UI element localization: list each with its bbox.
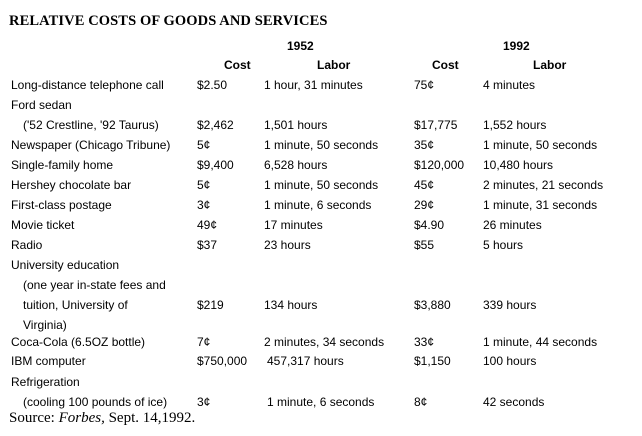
cost-1992-cell: 33¢ [414,335,435,349]
labor-1952-cell: 134 hours [264,298,318,312]
cost-1952-cell: 3¢ [197,198,211,212]
item-cell: Single-family home [11,158,114,172]
labor-1992-cell: 1,552 hours [483,118,547,132]
cost-1992-cell: $55 [414,238,435,252]
item-cell: Long-distance telephone call [11,78,164,92]
labor-1992-cell: 1 minute, 44 seconds [483,335,598,349]
labor-1952-cell: 1,501 hours [264,118,328,132]
cost-1952-cell: $2.50 [197,78,228,92]
labor-1952-cell: 1 hour, 31 minutes [264,78,363,92]
labor-1992-cell: 2 minutes, 21 seconds [483,178,604,192]
source-publication: Forbes, [58,410,105,426]
item-cell: Movie ticket [11,218,75,232]
cost-1952-cell: 5¢ [197,138,211,152]
year-1992-header: 1992 [503,39,530,53]
cost-1952-cell: $219 [197,298,224,312]
labor-1992-cell: 42 seconds [483,395,545,409]
item-cell: Radio [11,238,43,252]
cost-1992-header: Cost [432,58,459,72]
labor-1952-cell: 457,317 hours [267,354,344,368]
labor-1952-cell: 6,528 hours [264,158,328,172]
cost-1952-cell: $2,462 [197,118,234,132]
item-cell: (cooling 100 pounds of ice) [23,395,168,409]
labor-1952-cell: 2 minutes, 34 seconds [264,335,385,349]
labor-1992-cell: 5 hours [483,238,524,252]
source-date: Sept. 14,1992. [104,410,196,426]
cost-1992-cell: $3,880 [414,298,451,312]
cost-1992-cell: $4.90 [414,218,445,232]
item-cell: Newspaper (Chicago Tribune) [11,138,171,152]
labor-1992-cell: 10,480 hours [483,158,554,172]
cost-1992-cell: 29¢ [414,198,435,212]
cost-1952-cell: $9,400 [197,158,234,172]
labor-1992-cell: 26 minutes [483,218,542,232]
labor-1992-cell: 4 minutes [483,78,536,92]
labor-1952-cell: 23 hours [264,238,311,252]
cost-1952-cell: 3¢ [197,395,211,409]
item-cell: Virginia) [23,318,67,332]
labor-1992-cell: 1 minute, 50 seconds [483,138,598,152]
cost-1952-cell: 5¢ [197,178,211,192]
source-prefix: Source: [9,410,59,426]
cost-1992-cell: $120,000 [414,158,465,172]
page-title: RELATIVE COSTS OF GOODS AND SERVICES [9,13,328,29]
labor-1992-cell: 339 hours [483,298,537,312]
item-cell: Coca-Cola (6.5OZ bottle) [11,335,146,349]
item-cell: First-class postage [11,198,112,212]
cost-1952-cell: $37 [197,238,218,252]
item-cell: ('52 Crestline, '92 Taurus) [23,118,159,132]
cost-1992-cell: 75¢ [414,78,435,92]
cost-1952-header: Cost [224,58,251,72]
item-cell: Ford sedan [11,98,72,112]
labor-1952-cell: 1 minute, 50 seconds [264,138,379,152]
cost-1952-cell: 7¢ [197,335,211,349]
labor-1952-cell: 1 minute, 6 seconds [264,198,372,212]
labor-1992-header: Labor [533,58,567,72]
cost-1992-cell: 8¢ [414,395,428,409]
item-cell: tuition, University of [23,298,128,312]
cost-1952-cell: 49¢ [197,218,218,232]
cost-1992-cell: $1,150 [414,354,451,368]
cost-1992-cell: 45¢ [414,178,435,192]
source-citation [9,410,195,427]
labor-1992-cell: 1 minute, 31 seconds [483,198,598,212]
item-cell: University education [11,258,120,272]
labor-1992-cell: 100 hours [483,354,537,368]
labor-1952-cell: 17 minutes [264,218,323,232]
cost-1952-cell: $750,000 [197,354,248,368]
item-cell: (one year in-state fees and [23,278,166,292]
item-cell: Hershey chocolate bar [11,178,132,192]
labor-1952-cell: 1 minute, 50 seconds [264,178,379,192]
year-1952-header: 1952 [287,39,314,53]
item-cell: Refrigeration [11,375,80,389]
cost-1992-cell: $17,775 [414,118,458,132]
labor-1952-header: Labor [317,58,351,72]
cost-1992-cell: 35¢ [414,138,435,152]
labor-1952-cell: 1 minute, 6 seconds [267,395,375,409]
item-cell: IBM computer [11,354,86,368]
